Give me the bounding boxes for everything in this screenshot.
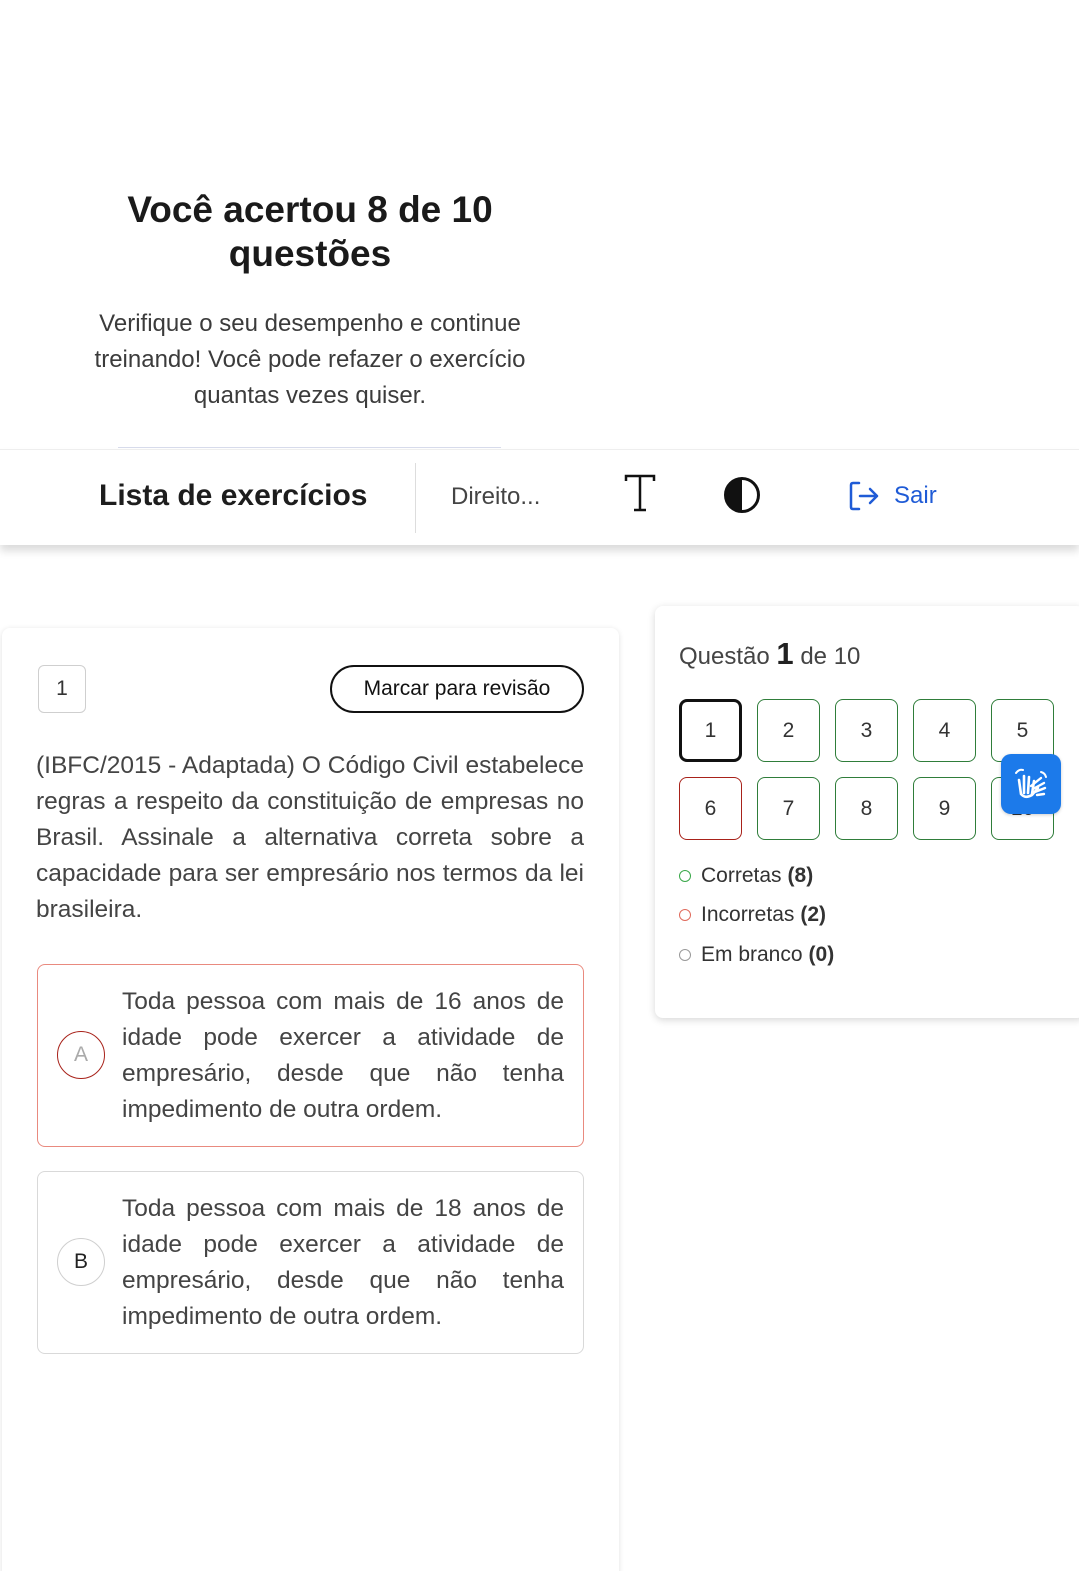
navigator-title — [679, 636, 860, 672]
question-box-9[interactable]: 9 — [913, 777, 976, 840]
toolbar-divider — [415, 463, 416, 533]
toolbar — [0, 449, 1079, 545]
contrast-icon[interactable] — [723, 476, 761, 514]
question-box-6[interactable]: 6 — [679, 777, 742, 840]
question-box-2[interactable]: 2 — [757, 699, 820, 762]
question-number: 1 — [38, 665, 86, 713]
option-letter: A — [57, 1031, 105, 1079]
divider — [118, 447, 501, 448]
question-box-7[interactable]: 7 — [757, 777, 820, 840]
legend-dot — [679, 949, 691, 961]
option-letter: B — [57, 1238, 105, 1286]
question-box-3[interactable]: 3 — [835, 699, 898, 762]
question-box-4[interactable]: 4 — [913, 699, 976, 762]
legend-label: Corretas — [701, 864, 782, 887]
text-size-icon[interactable] — [622, 472, 658, 516]
subject-label[interactable]: Direito... — [451, 483, 541, 510]
sign-language-icon — [1011, 764, 1051, 804]
question-card — [2, 628, 619, 1571]
result-summary — [60, 188, 560, 414]
legend-label: Em branco — [701, 943, 803, 966]
legend-blank — [679, 943, 834, 967]
legend-dot — [679, 870, 691, 882]
navigator-prefix: Questão — [679, 643, 770, 670]
navigator-suffix: de 10 — [800, 643, 861, 670]
legend-count: (0) — [808, 943, 835, 966]
option-text: Toda pessoa com mais de 16 anos de idade pode exercer a atividade de empresário, desde que não tenha impedimento de outra ordem. — [122, 988, 564, 1123]
option-a[interactable] — [37, 964, 584, 1147]
legend-label: Incorretas — [701, 903, 795, 926]
legend-incorrect — [679, 903, 826, 927]
legend-count: (2) — [800, 903, 827, 926]
question-text: (IBFC/2015 - Adaptada) O Código Civil estabelece regras a respeito da constituição de empresas no Brasil. Assinale a alternativa correta sobre a capacidade para ser empresário nos termos da lei brasileira. — [36, 752, 584, 923]
legend-dot — [679, 909, 691, 921]
logout-icon — [846, 478, 882, 514]
exit-label: Sair — [894, 482, 937, 509]
question-box-5[interactable]: 5 — [991, 699, 1054, 762]
accessibility-button[interactable] — [1001, 754, 1061, 814]
question-box-1[interactable]: 1 — [679, 699, 742, 762]
navigator-current: 1 — [776, 636, 794, 671]
result-title: Você acertou 8 de 10 questões — [127, 189, 493, 274]
legend-count: (8) — [787, 864, 814, 887]
legend-correct — [679, 864, 813, 888]
question-box-8[interactable]: 8 — [835, 777, 898, 840]
mark-for-review-button[interactable]: Marcar para revisão — [330, 665, 584, 713]
result-subtitle: Verifique o seu desempenho e continue treinando! Você pode refazer o exercício quantas vezes quiser. — [94, 310, 526, 409]
option-b[interactable] — [37, 1171, 584, 1354]
toolbar-title: Lista de exercícios — [99, 479, 368, 512]
exit-button[interactable] — [846, 478, 937, 514]
option-text: Toda pessoa com mais de 18 anos de idade pode exercer a atividade de empresário, desde que não tenha impedimento de outra ordem. — [122, 1195, 564, 1330]
